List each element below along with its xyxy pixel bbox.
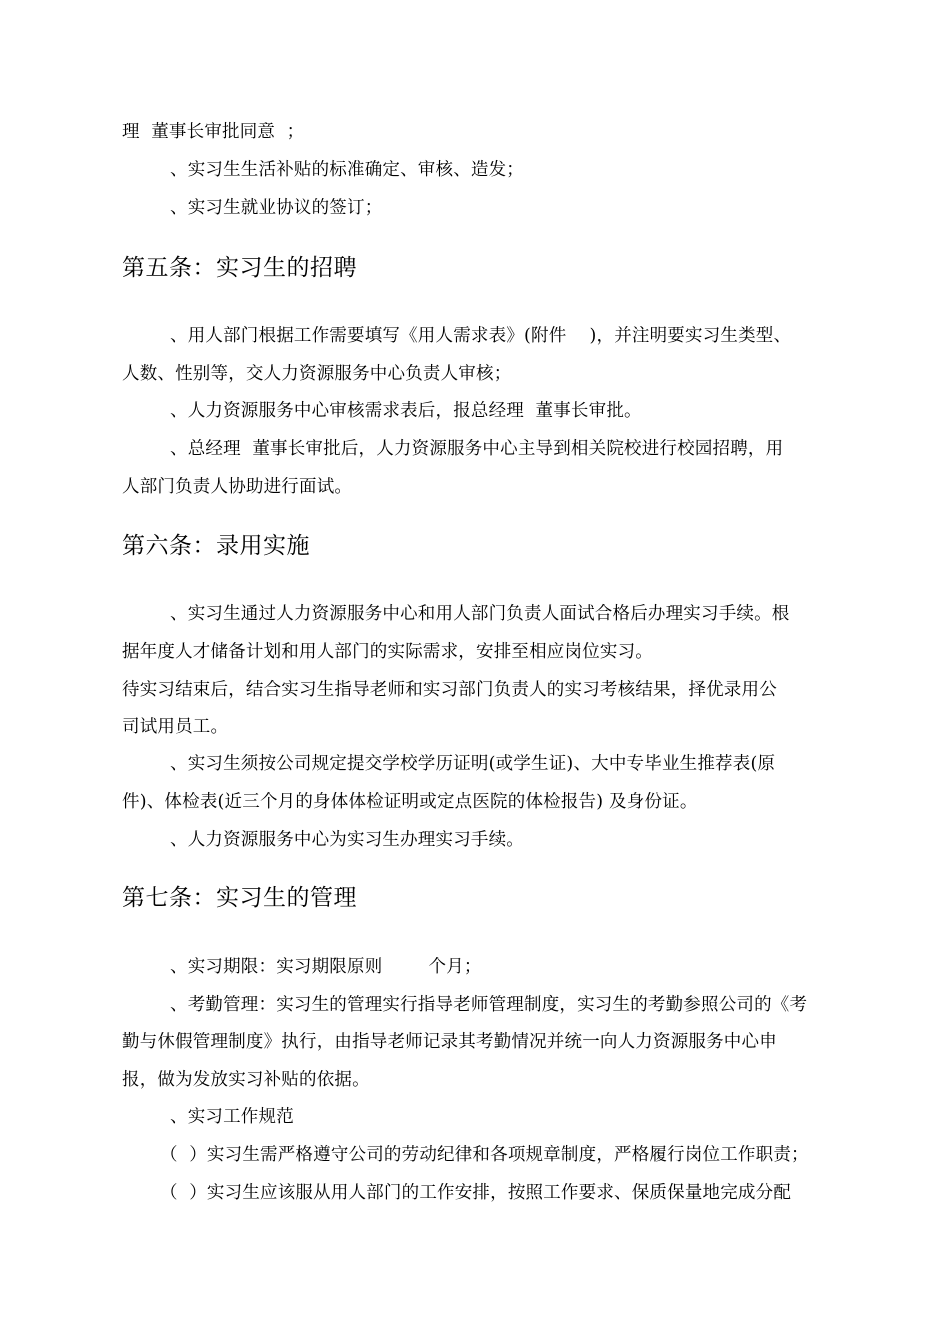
section-heading-7: 第七条：实习生的管理 <box>122 885 357 911</box>
text-line: 勤与休假管理制度》执行，由指导老师记录其考勤情况并统一向人力资源服务中心申 <box>122 1032 777 1052</box>
section-heading-5: 第五条：实习生的招聘 <box>122 255 357 281</box>
text-line: 件)、体检表(近三个月的身体体检证明或定点医院的体检报告) 及身份证。 <box>122 792 698 812</box>
text-line: 、人力资源服务中心审核需求表后，报总经理 董事长审批。 <box>170 401 642 421</box>
text-line: 、实习生通过人力资源服务中心和用人部门负责人面试合格后办理实习手续。根 <box>170 604 790 624</box>
text-line: 、实习工作规范 <box>170 1107 294 1127</box>
text-line: 、实习生须按公司规定提交学校学历证明(或学生证)、大中专毕业生推荐表(原 <box>170 754 776 774</box>
text-line: 待实习结束后，结合实习生指导老师和实习部门负责人的实习考核结果，择优录用公 <box>122 680 777 700</box>
text-line: 、实习生生活补贴的标准确定、审核、造发； <box>170 160 524 180</box>
text-line: 司试用员工。 <box>122 717 229 737</box>
text-line: 、实习生就业协议的签订； <box>170 198 383 218</box>
text-line: 人部门负责人协助进行面试。 <box>122 477 353 497</box>
text-line: 、总经理 董事长审批后，人力资源服务中心主导到相关院校进行校园招聘，用 <box>170 439 784 459</box>
text-line: 报，做为发放实习补贴的依据。 <box>122 1070 370 1090</box>
text-line: 、人力资源服务中心为实习生办理实习手续。 <box>170 830 524 850</box>
text-line: 人数、性别等，交人力资源服务中心负责人审核； <box>122 364 512 384</box>
section-heading-6: 第六条：录用实施 <box>122 533 310 559</box>
text-line: 据年度人才储备计划和用人部门的实际需求，安排至相应岗位实习。 <box>122 642 653 662</box>
text-line: 理 董事长审批同意 ； <box>122 122 305 142</box>
text-line: （ ）实习生需严格遵守公司的劳动纪律和各项规章制度，严格履行岗位工作职责； <box>160 1145 809 1165</box>
text-line: 、考勤管理：实习生的管理实行指导老师管理制度，实习生的考勤参照公司的《考 <box>170 995 808 1015</box>
text-line: 、用人部门根据工作需要填写《用人需求表》(附件 )，并注明要实习生类型、 <box>170 326 792 346</box>
text-line: （ ）实习生应该服从用人部门的工作安排，按照工作要求、保质保量地完成分配 <box>160 1183 792 1203</box>
text-line: 、实习期限：实习期限原则 个月； <box>170 957 482 977</box>
